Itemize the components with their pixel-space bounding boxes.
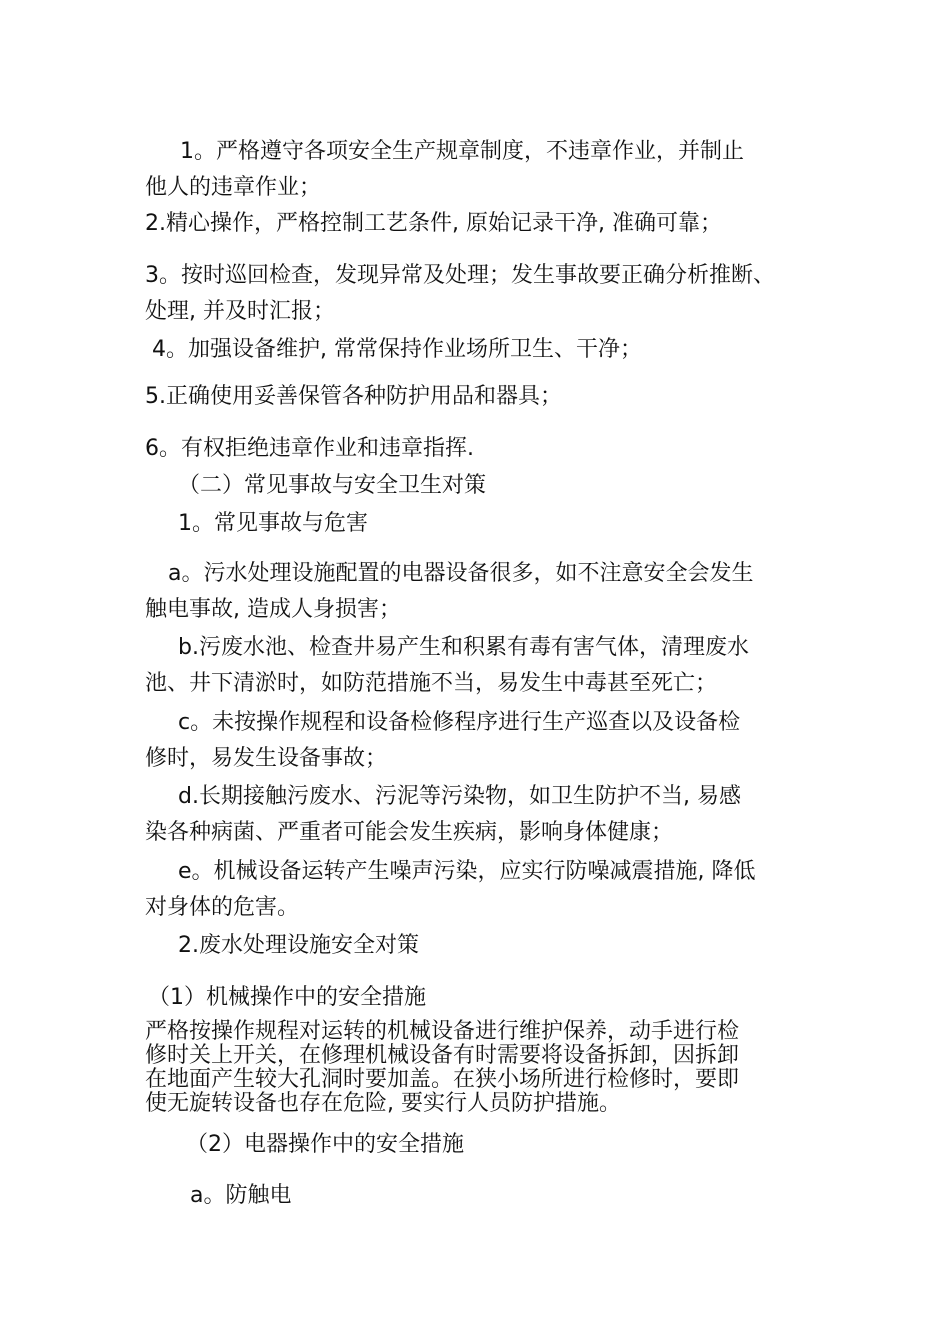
rule-1-line-1: 1。严格遵守各项安全生产规章制度，不违章作业，并制止 xyxy=(180,139,744,164)
hazard-d-line-1: d.长期接触污废水、污泥等污染物，如卫生防护不当, 易感 xyxy=(178,784,741,809)
rule-3-line-2: 处理, 并及时汇报； xyxy=(145,299,335,324)
hazard-a-line-1: a。污水处理设施配置的电器设备很多，如不注意安全会发生 xyxy=(168,561,754,586)
rule-5: 5.正确使用妥善保管各种防护用品和器具； xyxy=(145,384,562,409)
rule-4: 4。加强设备维护, 常常保持作业场所卫生、干净； xyxy=(152,337,642,362)
hazard-a-line-2: 触电事故, 造成人身损害； xyxy=(145,597,401,622)
mechanical-safety-line-4: 使无旋转设备也存在危险, 要实行人员防护措施。 xyxy=(145,1091,621,1116)
hazard-c-line-2: 修时，易发生设备事故； xyxy=(145,746,388,771)
section-heading: （二）常见事故与安全卫生对策 xyxy=(178,473,487,498)
mechanical-safety-line-1: 严格按操作规程对运转的机械设备进行维护保养，动手进行检 xyxy=(145,1019,740,1044)
hazard-e-line-1: e。机械设备运转产生噪声污染，应实行防噪减震措施, 降低 xyxy=(178,859,756,884)
hazard-d-line-2: 染各种病菌、严重者可能会发生疾病，影响身体健康； xyxy=(145,820,674,845)
hazard-c-line-1: c。未按操作规程和设备检修程序进行生产巡查以及设备检 xyxy=(178,710,741,735)
electrical-item-a: a。防触电 xyxy=(190,1183,292,1208)
rule-3-line-1: 3。按时巡回检查，发现异常及处理；发生事故要正确分析推断、 xyxy=(145,263,775,288)
subsection-1-heading: 1。常见事故与危害 xyxy=(178,511,368,536)
mechanical-safety-line-2: 修时关上开关，在修理机械设备有时需要将设备拆卸，因拆卸 xyxy=(145,1043,740,1068)
hazard-b-line-2: 池、井下清淤时，如防范措施不当，易发生中毒甚至死亡； xyxy=(145,671,718,696)
rule-2: 2.精心操作，严格控制工艺条件, 原始记录干净, 准确可靠； xyxy=(145,211,722,236)
electrical-safety-heading: （2）电器操作中的安全措施 xyxy=(186,1132,464,1157)
mechanical-safety-line-3: 在地面产生较大孔洞时要加盖。在狭小场所进行检修时，要即 xyxy=(145,1067,740,1092)
subsection-2-heading: 2.废水处理设施安全对策 xyxy=(178,933,419,958)
hazard-e-line-2: 对身体的危害。 xyxy=(145,895,300,920)
hazard-b-line-1: b.污废水池、检查井易产生和积累有毒有害气体，清理废水 xyxy=(178,635,749,660)
rule-1-line-2: 他人的违章作业； xyxy=(145,175,322,200)
rule-6: 6。有权拒绝违章作业和违章指挥. xyxy=(145,436,474,461)
mechanical-safety-heading: （1）机械操作中的安全措施 xyxy=(148,985,426,1010)
